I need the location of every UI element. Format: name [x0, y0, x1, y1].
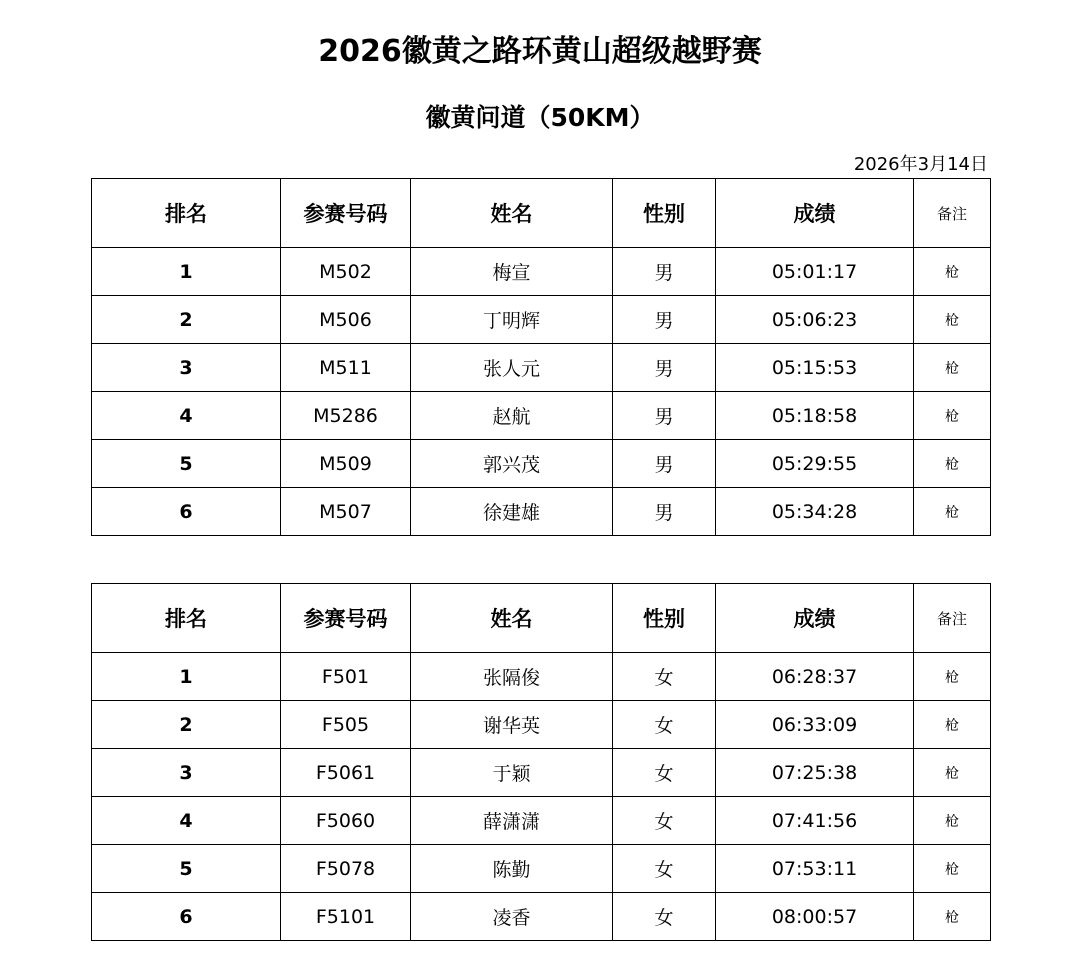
cell-rank: 3	[92, 749, 281, 797]
male-results-body	[92, 248, 991, 536]
cell-result: 06:33:09	[716, 701, 914, 749]
cell-name: 于颖	[411, 749, 613, 797]
table-header-row	[92, 584, 991, 653]
cell-gender: 女	[613, 893, 716, 941]
header-bib: 参赛号码	[281, 179, 411, 248]
cell-note: 枪	[914, 344, 991, 392]
cell-bib: M507	[281, 488, 411, 536]
result-date: 2026年3月14日	[853, 154, 988, 175]
cell-result: 08:00:57	[716, 893, 914, 941]
cell-rank: 5	[92, 440, 281, 488]
cell-result: 05:06:23	[716, 296, 914, 344]
cell-bib: F5060	[281, 797, 411, 845]
table-row	[92, 749, 991, 797]
table-row	[92, 797, 991, 845]
cell-bib: F5061	[281, 749, 411, 797]
cell-note: 枪	[914, 845, 991, 893]
header-rank: 排名	[92, 584, 281, 653]
cell-note: 枪	[914, 296, 991, 344]
cell-result: 05:15:53	[716, 344, 914, 392]
cell-name: 梅宣	[411, 248, 613, 296]
table-row	[92, 653, 991, 701]
cell-result: 05:29:55	[716, 440, 914, 488]
cell-rank: 6	[92, 488, 281, 536]
cell-bib: F5078	[281, 845, 411, 893]
table-row	[92, 701, 991, 749]
female-results-table	[91, 583, 991, 941]
cell-rank: 2	[92, 701, 281, 749]
cell-gender: 女	[613, 797, 716, 845]
cell-name: 张人元	[411, 344, 613, 392]
cell-gender: 女	[613, 653, 716, 701]
cell-rank: 2	[92, 296, 281, 344]
cell-name: 陈勤	[411, 845, 613, 893]
header-note: 备注	[914, 179, 991, 248]
table-row	[92, 344, 991, 392]
cell-note: 枪	[914, 653, 991, 701]
cell-gender: 女	[613, 749, 716, 797]
header-result: 成绩	[716, 179, 914, 248]
header-rank: 排名	[92, 179, 281, 248]
page-subtitle: 徽黄问道（50KM）	[425, 103, 655, 132]
cell-rank: 3	[92, 344, 281, 392]
cell-bib: M509	[281, 440, 411, 488]
cell-name: 薛潇潇	[411, 797, 613, 845]
page-title: 2026徽黄之路环黄山超级越野赛	[318, 34, 762, 69]
cell-name: 徐建雄	[411, 488, 613, 536]
header-result: 成绩	[716, 584, 914, 653]
female-results-body	[92, 653, 991, 941]
cell-bib: M511	[281, 344, 411, 392]
header-bib: 参赛号码	[281, 584, 411, 653]
cell-result: 05:18:58	[716, 392, 914, 440]
cell-name: 赵航	[411, 392, 613, 440]
cell-gender: 女	[613, 701, 716, 749]
cell-note: 枪	[914, 701, 991, 749]
cell-gender: 女	[613, 845, 716, 893]
table-header-row	[92, 179, 991, 248]
cell-gender: 男	[613, 440, 716, 488]
table-row	[92, 488, 991, 536]
table-row	[92, 248, 991, 296]
cell-note: 枪	[914, 248, 991, 296]
cell-note: 枪	[914, 488, 991, 536]
cell-result: 07:25:38	[716, 749, 914, 797]
cell-result: 07:41:56	[716, 797, 914, 845]
cell-gender: 男	[613, 248, 716, 296]
header-name: 姓名	[411, 179, 613, 248]
cell-name: 凌香	[411, 893, 613, 941]
cell-gender: 男	[613, 344, 716, 392]
table-row	[92, 893, 991, 941]
cell-bib: F5101	[281, 893, 411, 941]
cell-rank: 4	[92, 797, 281, 845]
cell-note: 枪	[914, 440, 991, 488]
cell-gender: 男	[613, 296, 716, 344]
cell-bib: M506	[281, 296, 411, 344]
cell-bib: M5286	[281, 392, 411, 440]
cell-rank: 6	[92, 893, 281, 941]
header-note: 备注	[914, 584, 991, 653]
cell-rank: 4	[92, 392, 281, 440]
cell-name: 张隔俊	[411, 653, 613, 701]
cell-result: 06:28:37	[716, 653, 914, 701]
header-name: 姓名	[411, 584, 613, 653]
male-results-table	[91, 178, 991, 536]
cell-note: 枪	[914, 392, 991, 440]
table-row	[92, 392, 991, 440]
cell-name: 丁明辉	[411, 296, 613, 344]
cell-rank: 5	[92, 845, 281, 893]
header-gender: 性别	[613, 179, 716, 248]
cell-gender: 男	[613, 488, 716, 536]
cell-bib: M502	[281, 248, 411, 296]
table-row	[92, 440, 991, 488]
cell-rank: 1	[92, 248, 281, 296]
cell-result: 05:01:17	[716, 248, 914, 296]
table-row	[92, 296, 991, 344]
cell-result: 05:34:28	[716, 488, 914, 536]
cell-bib: F501	[281, 653, 411, 701]
cell-rank: 1	[92, 653, 281, 701]
cell-name: 郭兴茂	[411, 440, 613, 488]
cell-note: 枪	[914, 893, 991, 941]
cell-name: 谢华英	[411, 701, 613, 749]
cell-note: 枪	[914, 797, 991, 845]
cell-result: 07:53:11	[716, 845, 914, 893]
cell-bib: F505	[281, 701, 411, 749]
cell-gender: 男	[613, 392, 716, 440]
table-row	[92, 845, 991, 893]
cell-note: 枪	[914, 749, 991, 797]
header-gender: 性别	[613, 584, 716, 653]
